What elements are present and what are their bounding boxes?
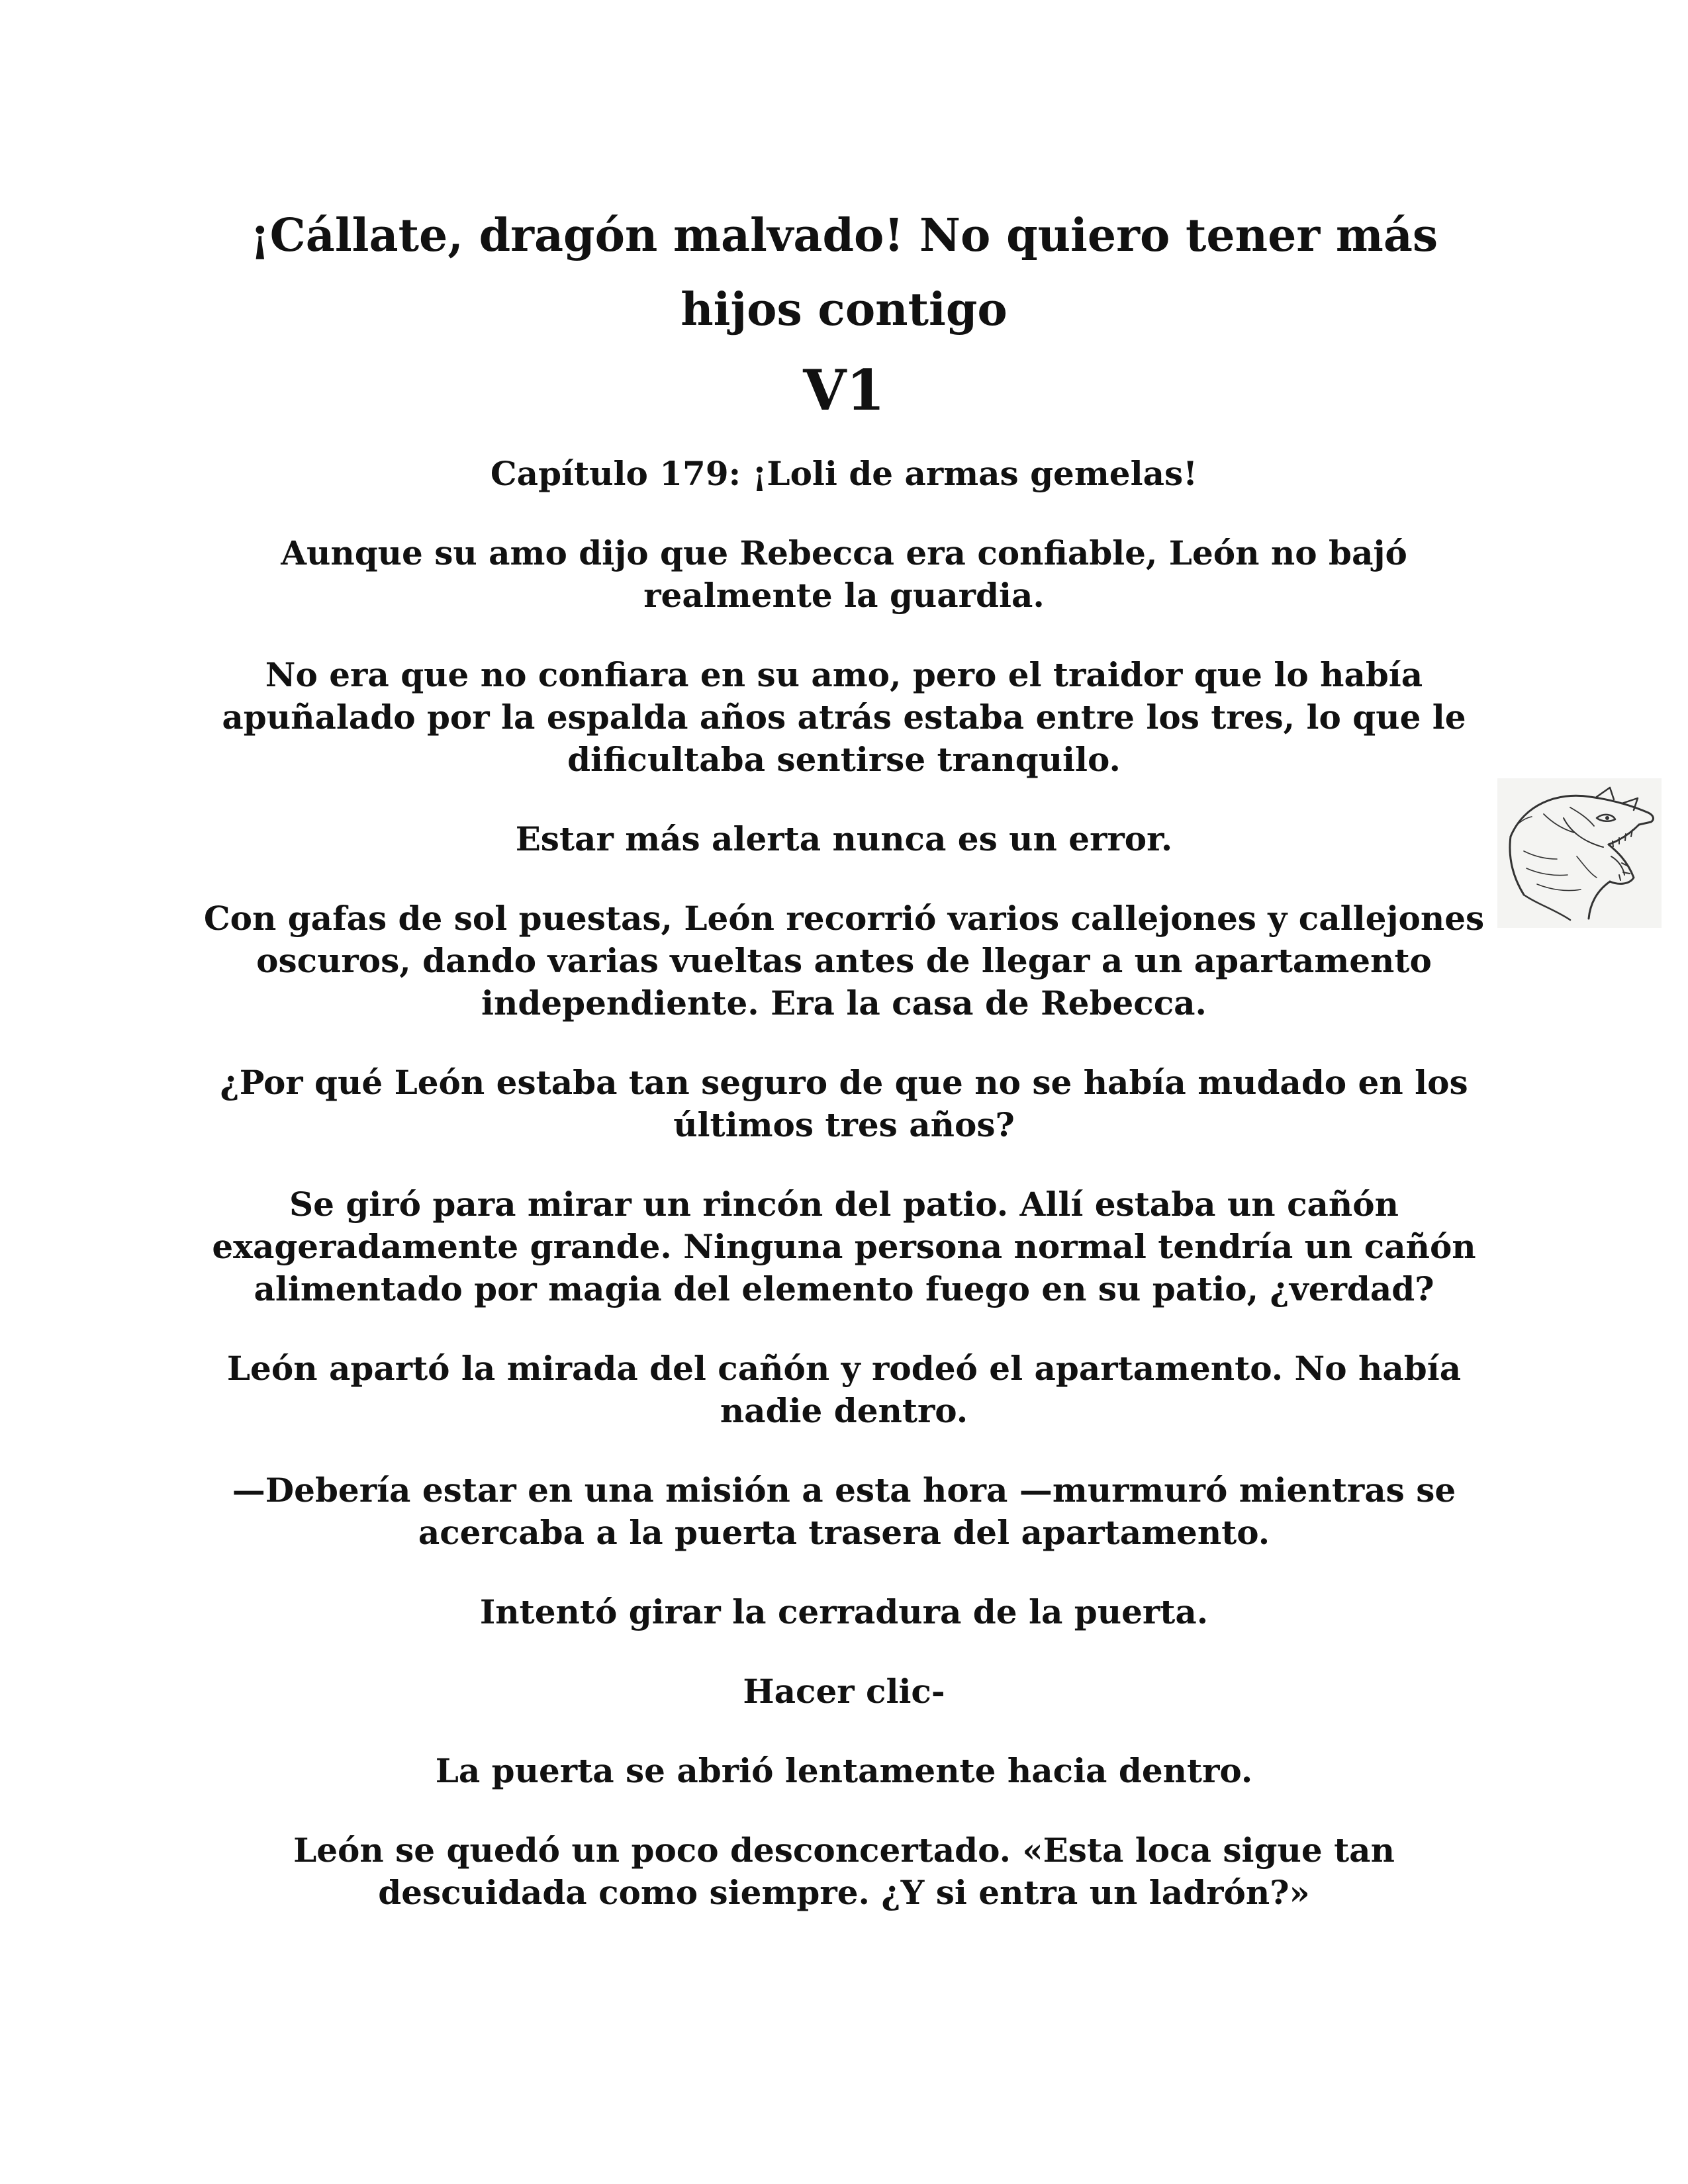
paragraph-5: ¿Por qué León estaba tan seguro de que no se había mudado en los últimos tres años? [220, 1063, 1468, 1144]
paragraph-9: Intentó girar la cerradura de la puerta. [479, 1592, 1209, 1631]
paragraph-10: Hacer clic- [743, 1672, 945, 1711]
chapter-heading: Capítulo 179: ¡Loli de armas gemelas! [490, 454, 1198, 493]
paragraph-8: —Debería estar en una misión a esta hora —murmuró mientras se acercaba a la puerta trasera del apartamento. [232, 1471, 1456, 1552]
paragraph-4: Con gafas de sol puestas, León recorrió varios callejones y callejones oscuros, dando varias vueltas antes de llegar a un apartamento independiente. Era la casa de Rebecca. [203, 899, 1485, 1023]
chapter-body [199, 453, 1489, 1951]
paragraph-12: León se quedó un poco desconcertado. «Esta loca sigue tan descuidada como siempre. ¿Y si entra un ladrón?» [293, 1831, 1395, 1912]
paragraph-6: Se giró para mirar un rincón del patio. Allí estaba un cañón exageradamente grande. Ninguna persona normal tendría un cañón alimentado por magia del elemento fuego en su patio, ¿verdad? [212, 1185, 1476, 1308]
book-title: ¡Cállate, dragón malvado! No quiero tener más hijos contigo [250, 209, 1438, 336]
paragraph-2: No era que no confiara en su amo, pero el traidor que lo había apuñalado por la espalda años atrás estaba entre los tres, lo que le dificultaba sentirse tranquilo. [222, 655, 1466, 779]
paragraph-11: La puerta se abrió lentamente hacia dentro. [435, 1751, 1253, 1790]
paragraph-3: Estar más alerta nunca es un error. [515, 819, 1173, 858]
paragraph-1: Aunque su amo dijo que Rebecca era confiable, León no bajó realmente la guardia. [281, 533, 1407, 615]
dragon-head-sketch-icon [1497, 778, 1662, 928]
volume-label: V1 [803, 357, 885, 423]
paragraph-7: León apartó la mirada del cañón y rodeó el apartamento. No había nadie dentro. [226, 1349, 1462, 1430]
